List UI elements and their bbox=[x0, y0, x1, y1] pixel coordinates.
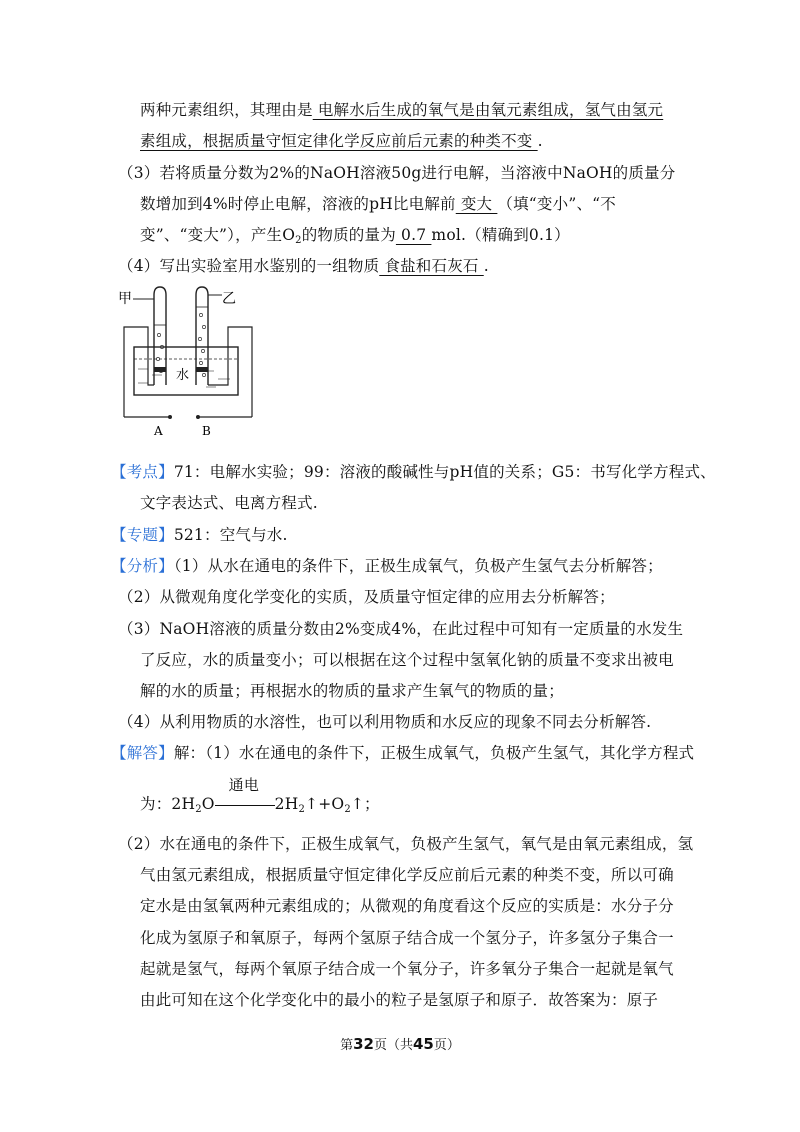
fenxi-tag: 【分析】 bbox=[111, 557, 174, 575]
kaodian-line-2: 文字表达式、电离方程式. bbox=[140, 494, 318, 512]
jieda-2-line-6: 由此可知在这个化学变化中的最小的粒子是氢原子和原子．故答案为：原子 bbox=[140, 991, 659, 1009]
page-footer: 第32页（共45页） bbox=[340, 1035, 460, 1053]
terminal-a bbox=[168, 415, 172, 419]
question-3-line-3: 变”、“变大”），产生$O_2$的物质的量为 0.7 mol.（精确到0.1） bbox=[140, 226, 570, 246]
electrolysis-apparatus-diagram bbox=[118, 285, 258, 437]
jieda-2-line-5: 起就是氢气，每两个氧原子结合成一个氧分子，许多氧分子集合一起就是氧气 bbox=[140, 960, 674, 978]
fenxi-line-4: 了反应，水的质量变小；可以根据在这个过程中氢氧化钠的质量不变求出被电 bbox=[140, 651, 674, 669]
fenxi-line-1: 【分析】（1）从水在通电的条件下，正极生成氧气，负极产生氢气去分析解答； bbox=[111, 557, 663, 575]
fenxi-line-6: （4）从利用物质的水溶性，也可以利用物质和水反应的现象不同去分析解答. bbox=[118, 713, 652, 731]
reaction-condition: 通电 bbox=[228, 776, 260, 794]
equation-line: 为：$2H_2O$ 通电 $2H_2↑+O_2↑$； bbox=[140, 776, 380, 815]
total-page-number: 45 bbox=[413, 1035, 434, 1053]
wire-right bbox=[208, 327, 252, 417]
fenxi-line-2: （2）从微观角度化学变化的实质，及质量守恒定律的应用去分析解答； bbox=[118, 588, 615, 606]
zhuanti-tag: 【专题】 bbox=[111, 526, 174, 544]
label-water: 水 bbox=[176, 368, 190, 383]
fenxi-line-5: 解的水的质量；再根据水的物质的量求产生氧气的物质的量； bbox=[140, 682, 564, 700]
reaction-arrow bbox=[215, 776, 275, 814]
answer-line-1: 两种元素组织，其理由是 电解水后生成的氧气是由氧元素组成，氢气由氢元 bbox=[140, 101, 664, 119]
question-4: （4）写出实验室用水鉴别的一组物质 食盐和石灰石 . bbox=[118, 257, 489, 275]
label-jia: 甲 bbox=[118, 291, 132, 307]
terminal-b bbox=[196, 415, 200, 419]
jieda-2-line-4: 化成为氢原子和氧原子，每两个氢原子结合成一个氢分子，许多氢分子集合一 bbox=[140, 929, 674, 947]
label-yi: 乙 bbox=[222, 291, 236, 307]
jieda-tag: 【解答】 bbox=[111, 744, 174, 762]
electrode-right bbox=[196, 367, 208, 372]
wire-left bbox=[124, 327, 154, 417]
jieda-2-line-3: 定水是由氢氧两种元素组成的；从微观的角度看这个反应的实质是：水分子分 bbox=[140, 897, 674, 915]
jieda-line-1: 【解答】解：（1）水在通电的条件下，正极生成氧气，负极产生氢气，其化学方程式 bbox=[111, 744, 695, 762]
current-page-number: 32 bbox=[353, 1035, 374, 1053]
question-3-line-2: 数增加到4%时停止电解，溶液的pH比电解前 变大 （填“变小”、“不 bbox=[140, 195, 616, 213]
zhuanti-line: 【专题】521：空气与水. bbox=[111, 526, 288, 544]
jieda-2-line-1: （2）水在通电的条件下，正极生成氧气，负极产生氢气，氧气是由氧元素组成，氢 bbox=[118, 835, 694, 853]
label-b: B bbox=[202, 424, 211, 437]
electrode-left bbox=[154, 367, 166, 372]
reaction-line bbox=[215, 805, 275, 806]
kaodian-tag: 【考点】 bbox=[111, 463, 174, 481]
answer-line-2: 素组成，根据质量守恒定律化学反应前后元素的种类不变 . bbox=[140, 132, 543, 150]
label-a: A bbox=[154, 424, 163, 437]
jieda-2-line-2: 气由氢元素组成，根据质量守恒定律化学反应前后元素的种类不变，所以可确 bbox=[140, 866, 674, 884]
kaodian-line-1: 【考点】71：电解水实验；99：溶液的酸碱性与pH值的关系；G5：书写化学方程式、 bbox=[111, 463, 716, 481]
question-3-line-1: （3）若将质量分数为2%的NaOH溶液50g进行电解，当溶液中NaOH的质量分 bbox=[118, 164, 676, 182]
fenxi-line-3: （3）NaOH溶液的质量分数由2%变成4%，在此过程中可知有一定质量的水发生 bbox=[118, 620, 684, 638]
